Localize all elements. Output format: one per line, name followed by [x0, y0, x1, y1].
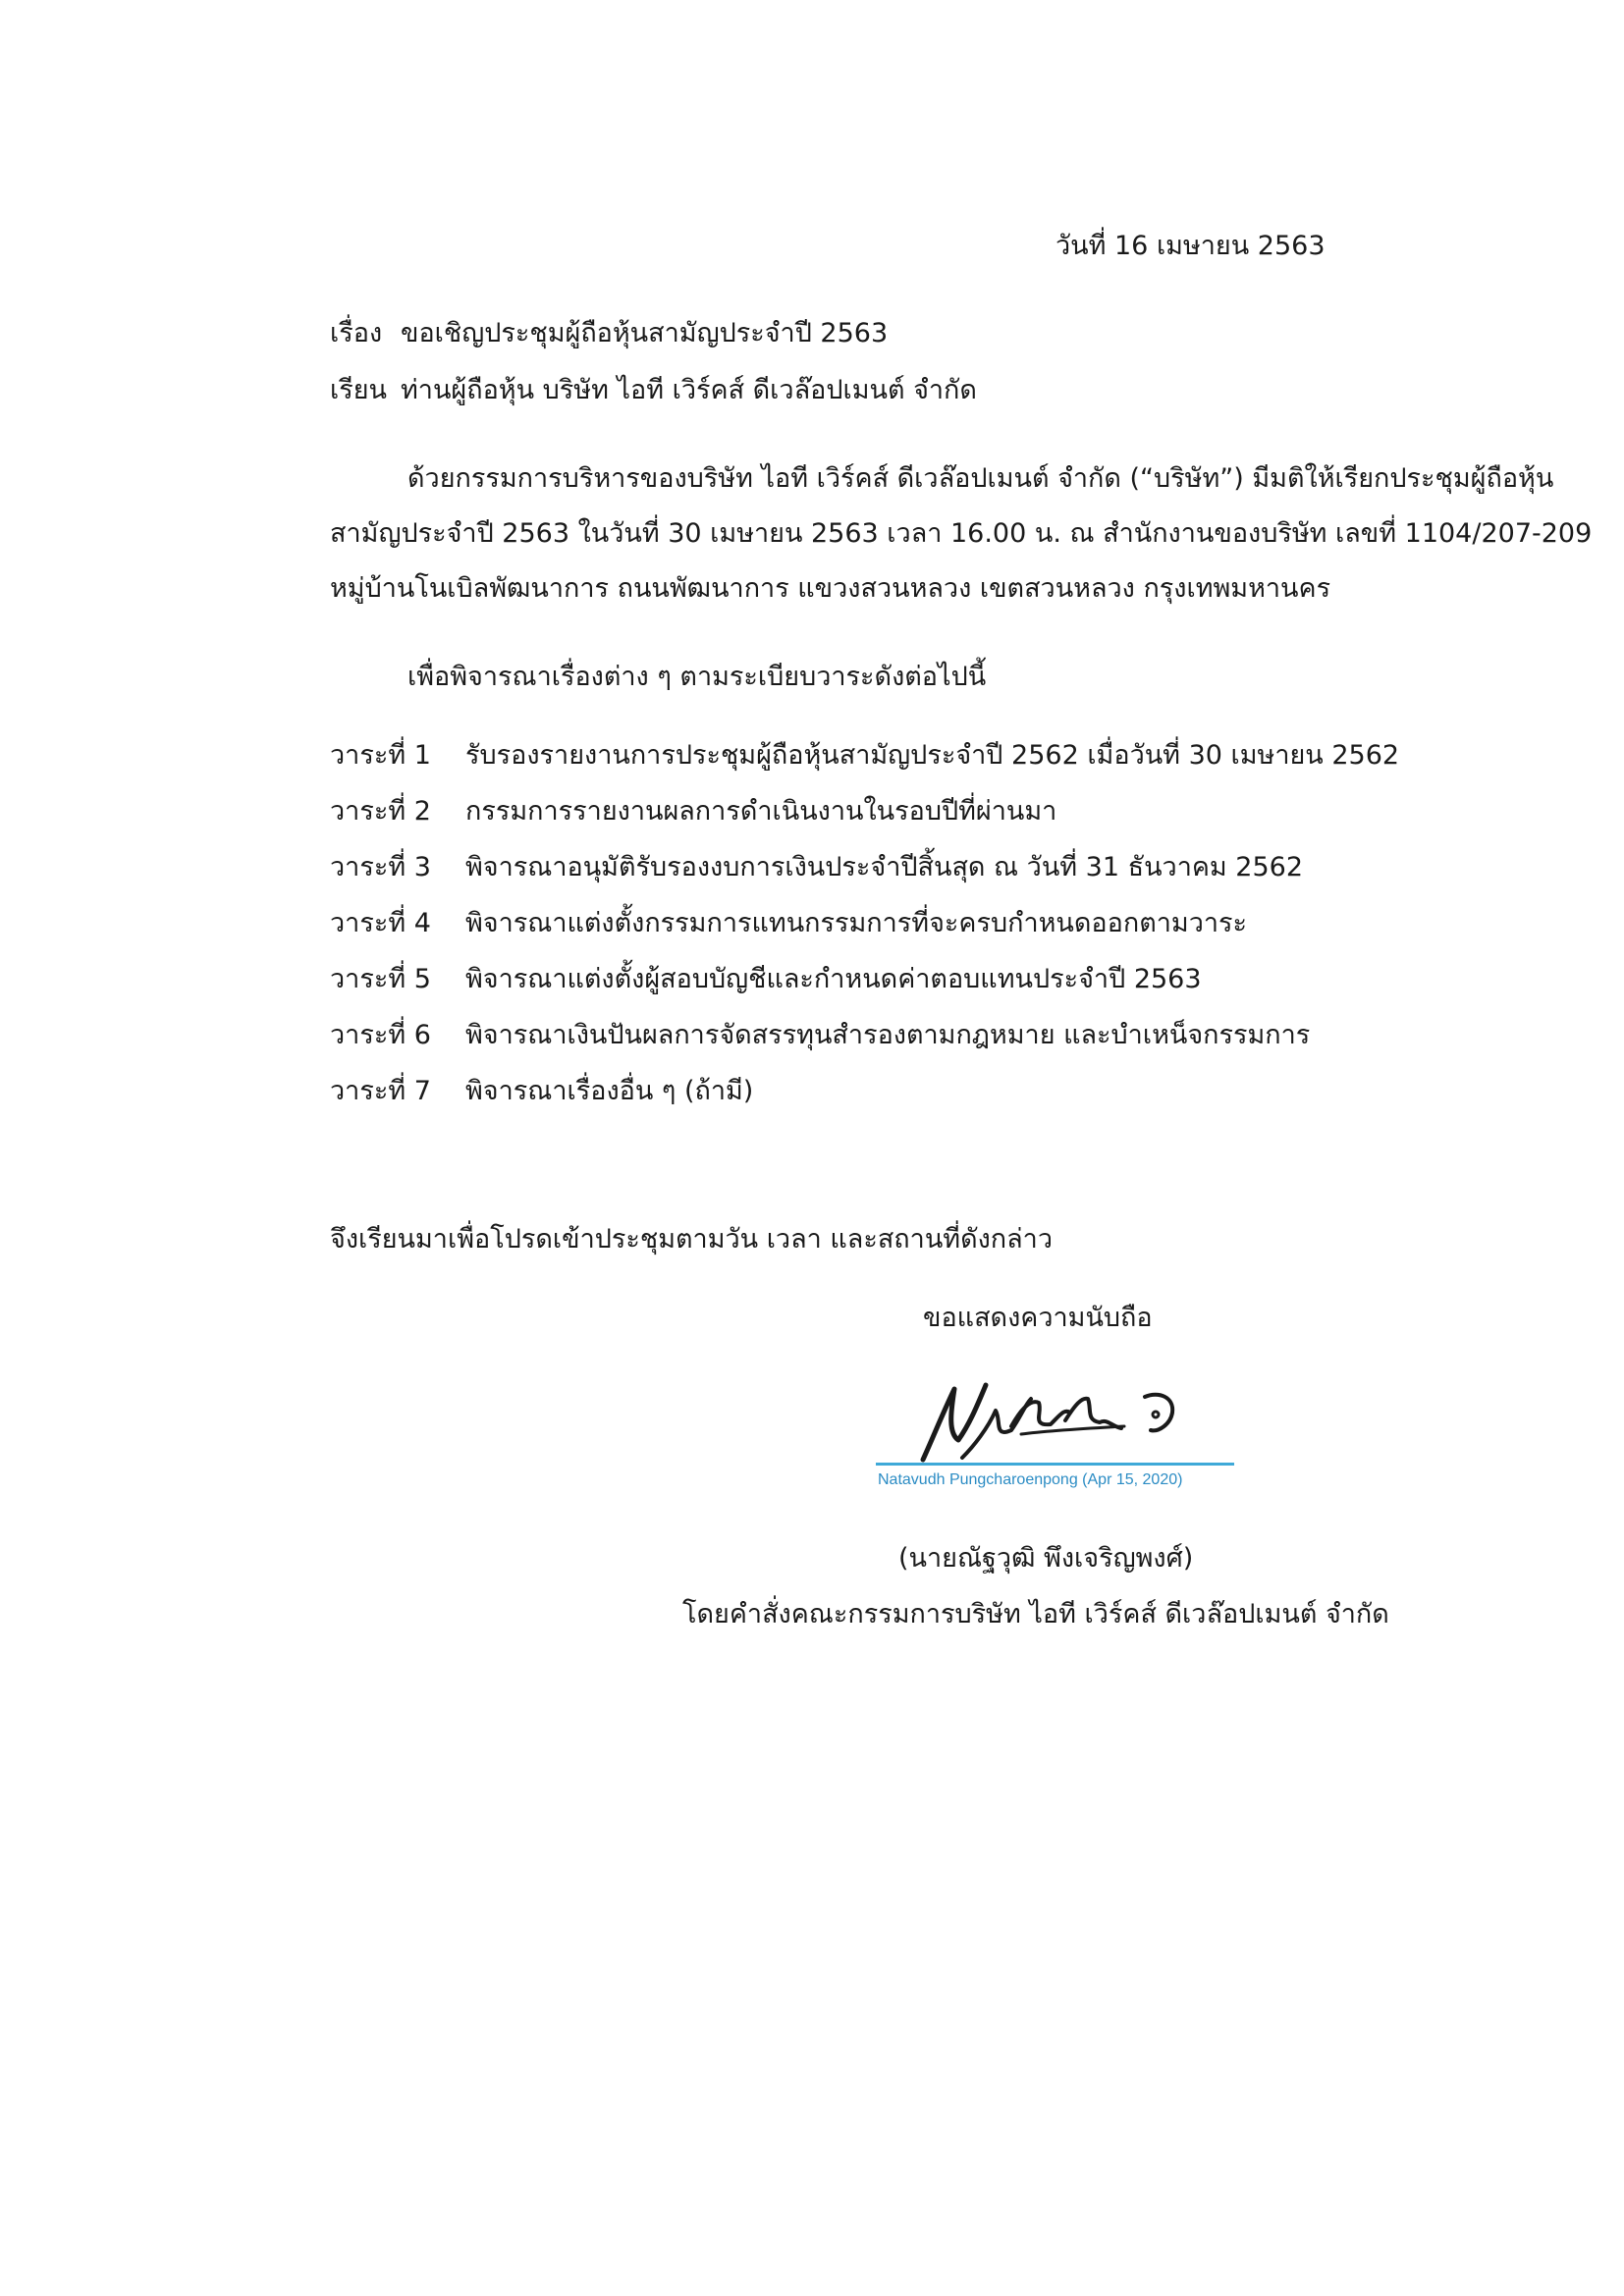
recipient-line [330, 373, 977, 408]
signature-underline [876, 1463, 1234, 1466]
recipient-text: ท่านผู้ถือหุ้น บริษัท ไอที เวิร์คส์ ดีเวล๊อปเมนต์ จำกัด [401, 375, 977, 405]
body-line-3: หมู่บ้านโนเบิลพัฒนาการ ถนนพัฒนาการ แขวงสวนหลวง เขตสวนหลวง กรุงเทพมหานคร [330, 573, 1331, 604]
agenda-number: วาระที่ 4 [330, 908, 431, 938]
agenda-text: พิจารณาเงินปันผลการจัดสรรทุนสำรองตามกฎหมาย และบำเหน็จกรรมการ [465, 1020, 1311, 1050]
agenda-intro: เพื่อพิจารณาเรื่องต่าง ๆ ตามระเบียบวาระดังต่อไปนี้ [407, 662, 987, 692]
regards-line: ขอแสดงความนับถือ [923, 1303, 1153, 1333]
subject-label: เรื่อง [330, 318, 383, 348]
subject-line [330, 316, 888, 351]
signer-title: โดยคำสั่งคณะกรรมการบริษัท ไอที เวิร์คส์ ดีเวล๊อปเมนต์ จำกัด [682, 1599, 1389, 1629]
agenda-number: วาระที่ 3 [330, 852, 431, 882]
signature-caption: Natavudh Pungcharoenpong (Apr 15, 2020) [878, 1471, 1183, 1488]
signer-name: (นายณัฐวุฒิ พึงเจริญพงศ์) [898, 1543, 1194, 1574]
closing-line: จึงเรียนมาเพื่อโปรดเข้าประชุมตามวัน เวลา และสถานที่ดังกล่าว [330, 1224, 1054, 1255]
agenda-text: พิจารณาแต่งตั้งผู้สอบบัญชีและกำหนดค่าตอบแทนประจำปี 2563 [465, 964, 1202, 994]
agenda-number: วาระที่ 6 [330, 1020, 431, 1050]
agenda-text: รับรองรายงานการประชุมผู้ถือหุ้นสามัญประจำปี 2562 เมื่อวันที่ 30 เมษายน 2562 [465, 740, 1400, 771]
agenda-number: วาระที่ 2 [330, 796, 431, 827]
subject-text: ขอเชิญประชุมผู้ถือหุ้นสามัญประจำปี 2563 [401, 318, 889, 348]
body-line-2: สามัญประจำปี 2563 ในวันที่ 30 เมษายน 2563 เวลา 16.00 น. ณ สำนักงานของบริษัท เลขที่ 1104/207-209 [330, 518, 1593, 549]
agenda-text: พิจารณาอนุมัติรับรองงบการเงินประจำปีสิ้นสุด ณ วันที่ 31 ธันวาคม 2562 [465, 852, 1304, 882]
recipient-label: เรียน [330, 375, 388, 405]
agenda-text: พิจารณาแต่งตั้งกรรมการแทนกรรมการที่จะครบกำหนดออกตามวาระ [465, 908, 1248, 938]
agenda-number: วาระที่ 7 [330, 1076, 431, 1106]
handwritten-signature [864, 1369, 1247, 1468]
signature-block [864, 1369, 1247, 1507]
agenda-number: วาระที่ 5 [330, 964, 431, 994]
agenda-text: กรรมการรายงานผลการดำเนินงานในรอบปีที่ผ่านมา [465, 796, 1057, 827]
body-line-1: ด้วยกรรมการบริหารของบริษัท ไอที เวิร์คส์ ดีเวล๊อปเมนต์ จำกัด (“บริษัท”) มีมติให้เรียกประชุมผู้ถือหุ้น [407, 463, 1554, 494]
agenda-number: วาระที่ 1 [330, 740, 431, 771]
agenda-text: พิจารณาเรื่องอื่น ๆ (ถ้ามี) [465, 1076, 754, 1106]
letter-date: วันที่ 16 เมษายน 2563 [1056, 231, 1326, 261]
